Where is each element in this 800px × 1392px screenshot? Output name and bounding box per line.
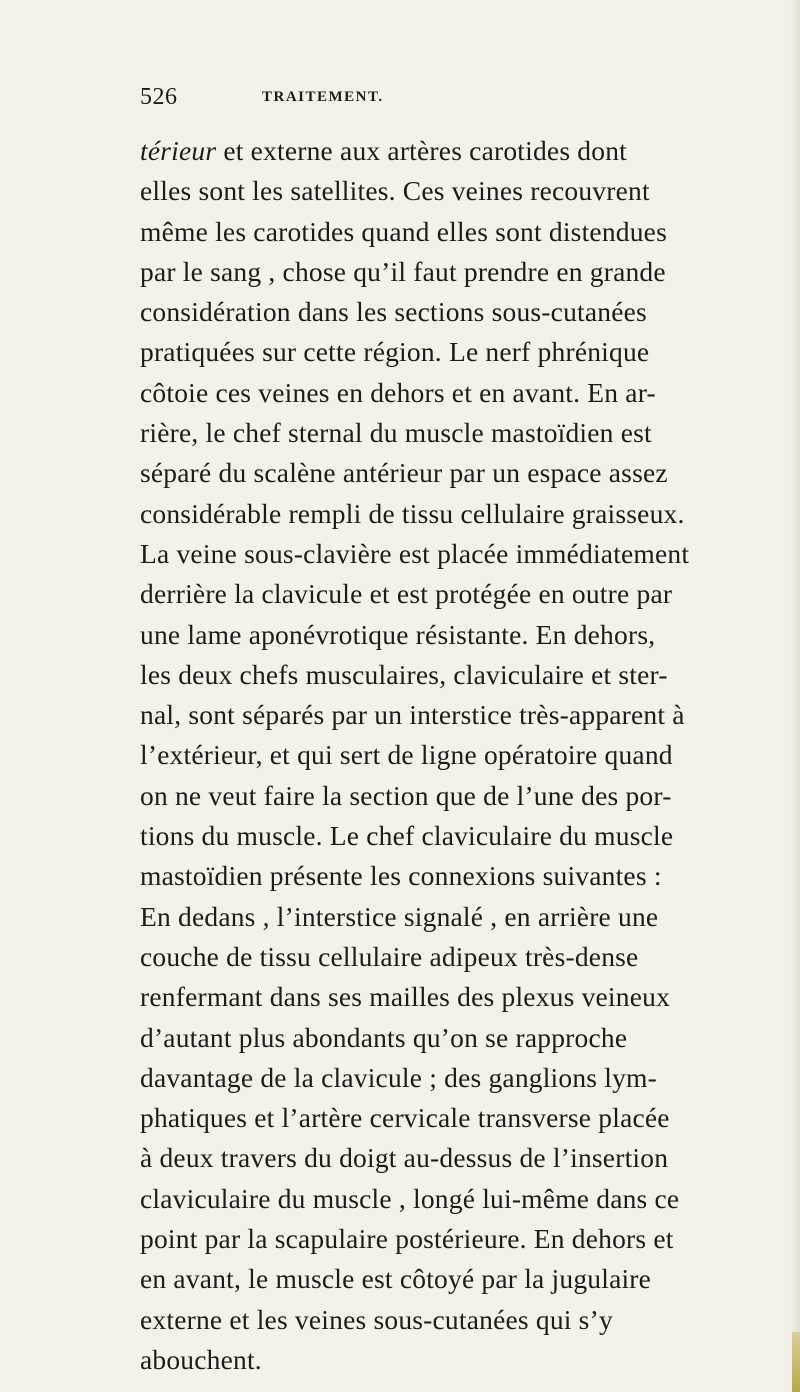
text-line: claviculaire du muscle , longé lui-même dans ce — [140, 1182, 680, 1214]
text-line: on ne veut faire la section que de l’une des por- — [140, 779, 672, 811]
body-text — [140, 131, 780, 1380]
italic-word: térieur — [140, 135, 217, 166]
text-line: côtoie ces veines en dehors et en avant. En ar- — [140, 376, 656, 408]
text-line: considérable rempli de tissu cellulaire graisseux. — [140, 497, 685, 529]
text-line: point par la scapulaire postérieure. En dehors et — [140, 1223, 674, 1255]
text-line: même les carotides quand elles sont distendues — [140, 215, 667, 247]
text-line: l’extérieur, et qui sert de ligne opératoire quand — [140, 739, 673, 771]
text-line: rière, le chef sternal du muscle mastoïdien est — [140, 417, 652, 449]
text-line: elles sont les satellites. Ces veines recouvrent — [140, 175, 650, 207]
text-line: d’autant plus abondants qu’on se rapproche — [140, 1021, 628, 1053]
text-line: La veine sous-clavière est placée immédiatement — [140, 537, 690, 569]
text-line: mastoïdien présente les connexions suivantes : — [140, 860, 662, 892]
text-line: abouchent. — [140, 1343, 262, 1375]
text-line: considération dans les sections sous-cutanées — [140, 296, 647, 328]
running-head — [140, 84, 740, 118]
text-line: une lame aponévrotique résistante. En dehors, — [140, 618, 656, 650]
text-line — [140, 131, 780, 171]
text-line: tions du muscle. Le chef claviculaire du muscle — [140, 820, 674, 852]
text-line: séparé du scalène antérieur par un espace assez — [140, 457, 668, 489]
text-line: par le sang , chose qu’il faut prendre en grande — [140, 255, 666, 287]
text-line: phatiques et l’artère cervicale transverse placée — [140, 1102, 670, 1134]
text-line: en avant, le muscle est côtoyé par la jugulaire — [140, 1263, 652, 1295]
text-line: pratiquées sur cette région. Le nerf phrénique — [140, 336, 650, 368]
page-edge-mark — [792, 1332, 800, 1392]
page-edge-shadow — [790, 0, 800, 1392]
text-line: En dedans , l’interstice signalé , en arrière une — [140, 900, 659, 932]
text-line: à deux travers du doigt au-dessus de l’insertion — [140, 1142, 669, 1174]
text-line: davantage de la clavicule ; des ganglions lym- — [140, 1061, 658, 1093]
page-number: 526 — [140, 84, 178, 110]
text-line: derrière la clavicule et est protégée en outre par — [140, 578, 673, 610]
text-line: les deux chefs musculaires, claviculaire et ster- — [140, 658, 668, 690]
text-line: couche de tissu cellulaire adipeux très-dense — [140, 940, 639, 972]
line-continuation: et externe aux artères carotides dont — [216, 135, 627, 166]
text-line: renfermant dans ses mailles des plexus veineux — [140, 981, 671, 1013]
text-line: nal, sont séparés par un interstice très-apparent à — [140, 699, 685, 731]
running-title: TRAITEMENT. — [262, 89, 384, 105]
text-line: externe et les veines sous-cutanées qui s’y — [140, 1303, 613, 1335]
